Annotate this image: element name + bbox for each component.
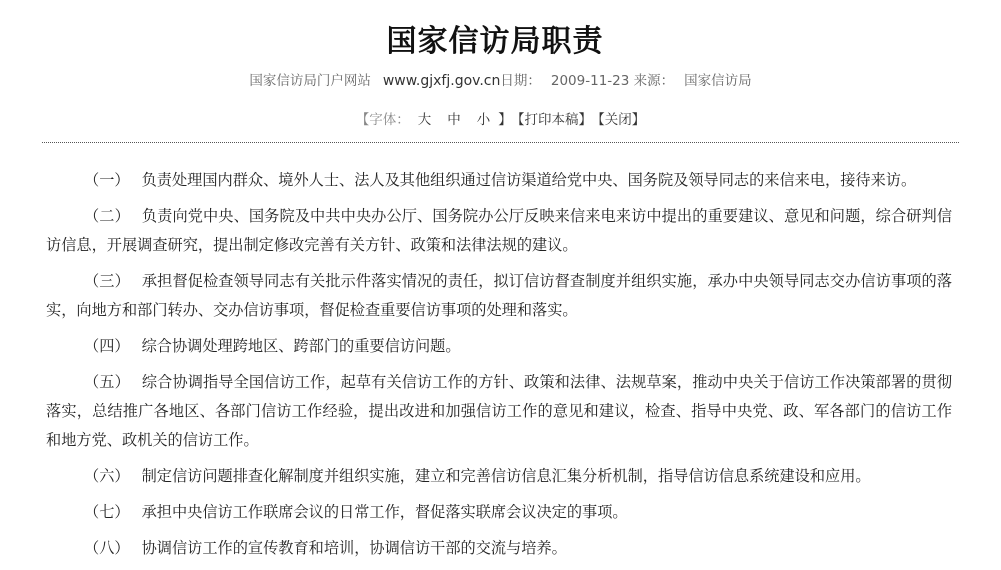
paragraph-text: 负责处理国内群众、境外人士、法人及其他组织通过信访渠道给党中央、国务院及领导同志的来信来电，接待来访。 [141,171,917,189]
date-label: 日期： [500,73,541,89]
paragraph-number: （一） [84,171,130,189]
paragraph-number: （五） [84,373,130,391]
paragraph-text: 承担督促检查领导同志有关批示件落实情况的责任，拟订信访督查制度并组织实施，承办中央领导同志交办信访事项的落实，向地方和部门转办、交办信访事项，督促检查重要信访事项的处理和落实。 [46,272,953,319]
paragraph-number: （四） [84,337,130,355]
font-size-large-link[interactable]: 大 [417,112,432,128]
paragraph-number: （二） [84,207,130,225]
paragraph-text: 协调信访工作的宣传教育和培训，协调信访干部的交流与培养。 [141,539,567,557]
article-meta [0,69,1001,89]
paragraph [46,267,952,325]
article-tools [0,108,1001,128]
paragraph-text: 制定信访问题排查化解制度并组织实施，建立和完善信访信息汇集分析机制，指导信访信息系统建设和应用。 [141,467,871,485]
article-body [46,166,952,570]
print-link[interactable]: 【打印本稿】 [517,112,592,128]
paragraph-number: （八） [84,539,130,557]
paragraph-text: 承担中央信访工作联席会议的日常工作，督促落实联席会议决定的事项。 [141,503,628,521]
paragraph [46,498,952,527]
paragraph [46,534,952,563]
paragraph-text: 综合协调处理跨地区、跨部门的重要信访问题。 [141,337,461,355]
dotted-divider [42,142,959,143]
paragraph [46,202,952,260]
font-size-small-link[interactable]: 小 [476,112,491,128]
paragraph [46,368,952,455]
paragraph-number: （七） [84,503,130,521]
from-source: 国家信访局 [684,73,752,89]
publish-date: 2009-11-23 [550,73,630,89]
font-size-label: 【字体： [355,112,410,128]
from-label: 来源： [633,73,675,89]
paragraph-text: 负责向党中央、国务院及中共中央办公厅、国务院办公厅反映来信来电来访中提出的重要建议、意见和问题，综合研判信访信息，开展调查研究，提出制定修改完善有关方针、政策和法律法规的建议。 [46,207,953,254]
paragraph [46,166,952,195]
paragraph [46,332,952,361]
paragraph-text: 综合协调指导全国信访工作，起草有关信访工作的方针、政策和法律、法规草案，推动中央关于信访工作决策部署的贯彻落实，总结推广各地区、各部门信访工作经验，提出改进和加强信访工作的意见和建议，检查、指导中央党、政、军各部门的信访工作和地方党、政机关的信访工作。 [46,373,953,449]
paragraph-number: （三） [84,272,130,290]
source-site: 国家信访局门户网站 [249,73,371,89]
font-size-close-bracket: 】 [498,112,512,128]
site-url[interactable]: www.gjxfj.gov.cn [382,73,501,89]
close-link[interactable]: 【关闭】 [598,112,646,128]
font-size-medium-link[interactable]: 中 [447,112,461,128]
paragraph-number: （六） [84,467,130,485]
page-title: 国家信访局职责 [386,24,604,59]
paragraph [46,462,952,491]
